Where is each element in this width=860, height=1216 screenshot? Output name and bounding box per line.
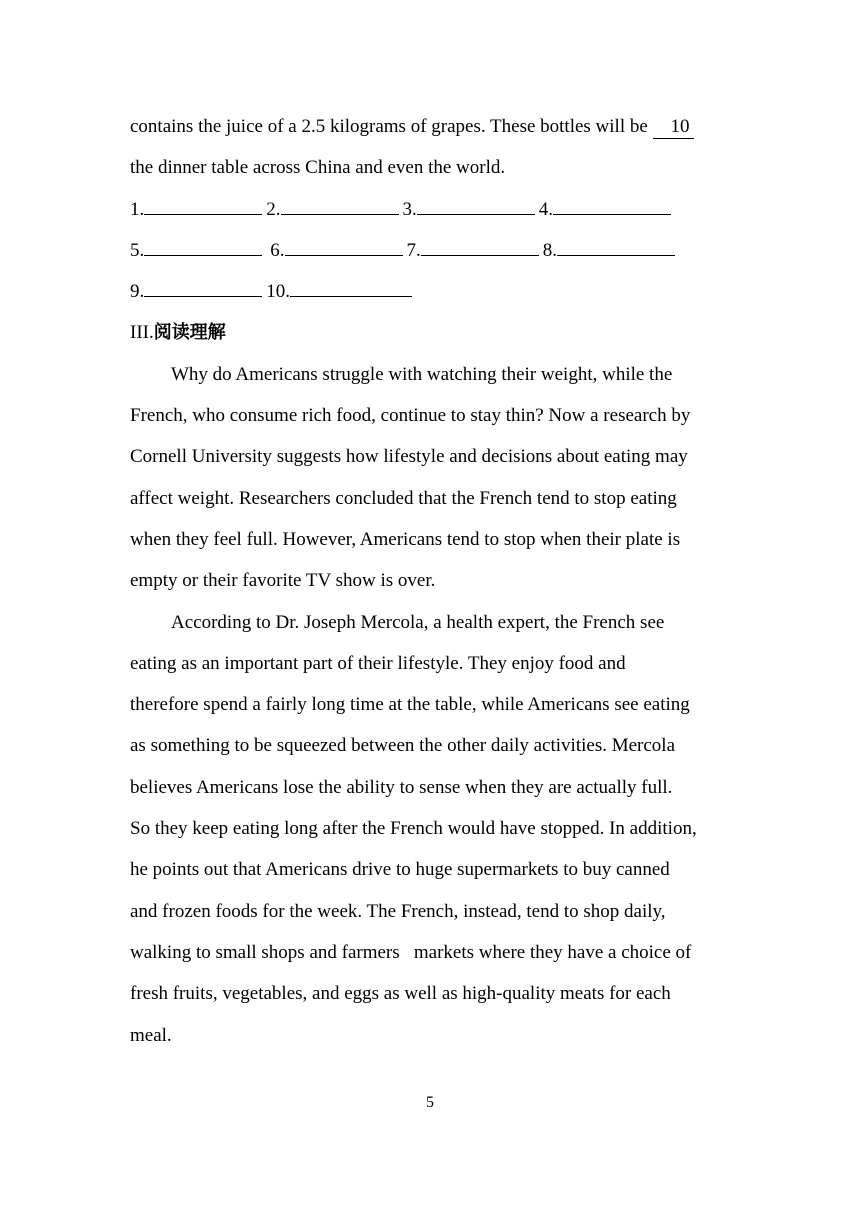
section-roman: III. <box>130 322 154 344</box>
answer-blank <box>421 235 539 256</box>
passage-line: fresh fruits, vegetables, and eggs as well as high-quality meats for each <box>130 983 671 1005</box>
passage-line: French, who consume rich food, continue to stay thin? Now a research by <box>130 405 691 427</box>
section-title: 阅读理解 <box>153 322 226 344</box>
page-number: 5 <box>426 1094 434 1111</box>
answer-label-6: 6. <box>270 239 285 261</box>
passage-line: eating as an important part of their lifestyle. They enjoy food and <box>130 652 626 674</box>
passage-line: affect weight. Researchers concluded that the French tend to stop eating <box>130 487 677 509</box>
answer-blank <box>144 276 262 297</box>
page-content <box>130 106 740 1056</box>
passage-line: walking to small shops and farmers markets where they have a choice of <box>130 941 692 963</box>
answer-row-2 <box>130 230 740 271</box>
answer-label-2: 2. <box>266 198 281 220</box>
section-heading <box>130 312 740 353</box>
answer-label-4: 4. <box>538 198 553 220</box>
answer-label-7: 7. <box>406 239 421 261</box>
answer-blank <box>553 194 671 215</box>
answer-label-3: 3. <box>402 198 417 220</box>
passage-line: as something to be squeezed between the other daily activities. Mercola <box>130 735 676 757</box>
passage-line: According to Dr. Joseph Mercola, a health expert, the French see <box>171 611 665 633</box>
answer-label-9: 9. <box>130 281 145 303</box>
passage-line: So they keep eating long after the French would have stopped. In addition, <box>130 818 697 840</box>
answer-blank <box>144 235 262 256</box>
passage-line: believes Americans lose the ability to sense when they are actually full. <box>130 776 673 798</box>
answer-blank <box>417 194 535 215</box>
answer-label-10: 10. <box>266 281 290 303</box>
answer-blank <box>557 235 675 256</box>
cloze-blank-10: 10 <box>653 116 694 139</box>
answer-blank <box>281 194 399 215</box>
passage-line: Cornell University suggests how lifestyle and decisions about eating may <box>130 446 688 468</box>
answer-label-8: 8. <box>542 239 557 261</box>
answer-label-1: 1. <box>130 198 145 220</box>
passage-line: when they feel full. However, Americans tend to stop when their plate is <box>130 528 681 550</box>
passage-line: he points out that Americans drive to huge supermarkets to buy canned <box>130 859 670 881</box>
answer-blank <box>290 276 412 297</box>
answer-blank <box>144 194 262 215</box>
answer-row-1 <box>130 189 740 230</box>
passage-line: empty or their favorite TV show is over. <box>130 570 436 592</box>
cloze-line-1-text: contains the juice of a 2.5 kilograms of grapes. These bottles will be <box>130 116 653 137</box>
passage-line: meal. <box>130 1024 172 1046</box>
answer-label-5: 5. <box>130 239 145 261</box>
answer-blank <box>285 235 403 256</box>
passage-line: and frozen foods for the week. The French, instead, tend to shop daily, <box>130 900 666 922</box>
passage-line: Why do Americans struggle with watching their weight, while the <box>171 363 673 385</box>
answer-row-3 <box>130 271 740 312</box>
passage-line: therefore spend a fairly long time at the table, while Americans see eating <box>130 694 690 716</box>
cloze-line-2: the dinner table across China and even the world. <box>130 157 506 179</box>
cloze-line-1 <box>130 106 740 147</box>
